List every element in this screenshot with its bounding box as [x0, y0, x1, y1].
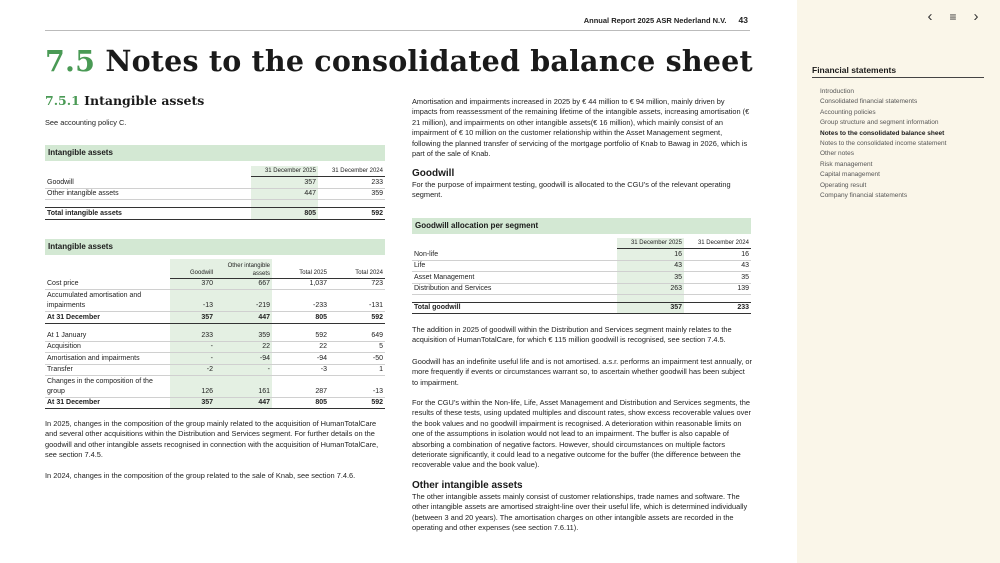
table2-heading: Intangible assets	[45, 239, 385, 255]
sidebar-item[interactable]: Other notes	[820, 150, 854, 158]
report-title: Annual Report 2025 ASR Nederland N.V.	[583, 15, 727, 25]
page-number: 43	[738, 15, 748, 25]
sidebar-title: Financial statements	[812, 65, 897, 75]
table-row: Other intangible assets 447 359	[45, 188, 385, 199]
chevron-right-icon[interactable]: ›	[973, 8, 979, 25]
table-row: Life 43 43	[412, 260, 751, 271]
nav-controls	[924, 8, 982, 25]
total-row: At 31 December 357 447 805 592	[45, 312, 385, 323]
sidebar-divider	[812, 77, 984, 78]
goodwill-allocation-table	[412, 238, 751, 314]
title-number: 7.5	[45, 44, 96, 78]
cgu-paragraph: For the CGU’s within the Non-life, Life, Asset Management and Distribution and Services segments, the results of these tests, using updated multiples and discount rates, show excess recoverable values over the book values and no goodwill impairment is recognised. A deterioration within reasonable limits on one of the assumptions in isolation would not lead to an impairment. The buffer is also capable of absorbing a combination of negative factors. However, should circumstances on multiple factors deteriorate significantly, it could lead to a negative outcome for the buffer (the difference between the recoverable value and the book value).	[412, 398, 751, 470]
page-title	[45, 44, 753, 78]
table-row: At 1 January 233 359 592 649	[45, 331, 385, 342]
table-row: Distribution and Services 263 139	[412, 283, 751, 294]
other-intangible-heading: Other intangible assets	[412, 480, 523, 491]
intangible-assets-movement-table	[45, 259, 385, 409]
section-heading	[45, 93, 204, 108]
table-row: Acquisition - 22 22 5	[45, 341, 385, 352]
table-row: Non-life 16 16	[412, 249, 751, 260]
total-row: Total intangible assets 805 592	[45, 208, 385, 219]
table-row: group 126 161 287 -13	[45, 387, 385, 398]
header-divider	[45, 30, 750, 31]
other-intangible-text: The other intangible assets mainly consist of customer relationships, trade names and software. The other intangible assets are amortised straight-line over their useful life, which is determined individually (between 3 and 20 years). The amortisation charges on other intangible assets are recorded in the operating and other expenses (see section 7.6.11).	[412, 492, 748, 533]
sidebar-item[interactable]: Risk management	[820, 160, 873, 168]
total-row: At 31 December 357 447 805 592	[45, 397, 385, 408]
sidebar-toc	[820, 87, 946, 201]
section-number: 7.5.1	[45, 93, 80, 108]
table-row: Cost price 370 667 1,037 723	[45, 279, 385, 290]
total-row: Total goodwill 357 233	[412, 302, 751, 313]
table-row: Goodwill 357 233	[45, 177, 385, 188]
sidebar-item[interactable]: Notes to the consolidated balance sheet	[820, 129, 945, 137]
amortisation-paragraph: Amortisation and impairments increased in 2025 by € 44 million to € 94 million, mainly driven by impacts from reassessment of the remaining lifetime of the intangible assets, increasing amortisation (€ 21 million), and impairments on other intangible assets(€ 16 million), which mainly consist of an impairment of € 10 million on the customer relationship within the Asset Management segment, following the planned transfer of servicing of the mortgage portfolio of Knab to Bawag in 2026, which is part of the sale of Knab.	[412, 97, 750, 159]
table-row: Asset Management 35 35	[412, 272, 751, 283]
left-note-2: In 2024, changes in the composition of the group related to the sale of Knab, see section 7.4.6.	[45, 471, 356, 480]
sidebar-item[interactable]: Capital management	[820, 171, 880, 179]
column-header: Total 2024	[329, 259, 385, 279]
sidebar-item[interactable]: Accounting policies	[820, 108, 876, 116]
policy-reference: See accounting policy C.	[45, 118, 127, 127]
intangible-assets-summary-table	[45, 166, 385, 220]
addition-paragraph: The addition in 2025 of goodwill within the Distribution and Services segment mainly relates to the acquisition of HumanTotalCare, for which € 115 million goodwill is recognised, see section 7.4.5.	[412, 325, 732, 345]
useful-life-paragraph: Goodwill has an indefinite useful life and is not amortised. a.s.r. performs an impairment test annually, or more frequently if events or circumstances warrant so, to ascertain whether goodwill has been subject to impairment.	[412, 357, 753, 387]
column-header: 31 December 2025	[251, 166, 318, 177]
sidebar-item[interactable]: Notes to the consolidated income statement	[820, 140, 947, 148]
goodwill-heading: Goodwill	[412, 168, 455, 179]
table-row: Accumulated amortisation and	[45, 290, 385, 301]
sidebar-item[interactable]: Group structure and segment information	[820, 119, 939, 127]
goodwill-text: For the purpose of impairment testing, goodwill is allocated to the CGU’s of the relevant operating segment.	[412, 180, 731, 200]
sidebar	[797, 0, 1000, 563]
menu-icon[interactable]: ≡	[949, 9, 957, 24]
column-header: Total 2025	[272, 259, 329, 279]
sidebar-item[interactable]: Introduction	[820, 88, 854, 95]
table-row: Amortisation and impairments - -94 -94 -50	[45, 353, 385, 364]
chevron-left-icon[interactable]: ‹	[927, 8, 933, 25]
table-row: Transfer -2 - -3 1	[45, 364, 385, 375]
table-row: impairments -13 -219 -233 -131	[45, 301, 385, 312]
table3-heading: Goodwill allocation per segment	[412, 218, 751, 234]
left-note-1: In 2025, changes in the composition of the group mainly related to the acquisition of HumanTotalCare and several other acquisitions within the Distribution and Services segment. For further details on the goodwill and other intangible assets recognised in connection with the acquisition of HumanTotalCare, see section 7.4.5.	[45, 419, 379, 460]
table-row: Changes in the composition of the	[45, 376, 385, 387]
column-header: 31 December 2024	[684, 238, 751, 249]
table1-heading: Intangible assets	[45, 145, 385, 161]
sidebar-item[interactable]: Company financial statements	[820, 192, 908, 200]
title-text: Notes to the consolidated balance sheet	[105, 44, 753, 78]
section-text: Intangible assets	[84, 93, 205, 108]
column-header: 31 December 2024	[318, 166, 385, 177]
page-header	[584, 15, 748, 25]
sidebar-item[interactable]: Consolidated financial statements	[820, 98, 918, 106]
column-header: Goodwill	[170, 259, 215, 279]
column-header: Other intangible assets	[215, 259, 272, 279]
column-header: 31 December 2025	[617, 238, 684, 249]
sidebar-item[interactable]: Operating result	[820, 181, 867, 189]
